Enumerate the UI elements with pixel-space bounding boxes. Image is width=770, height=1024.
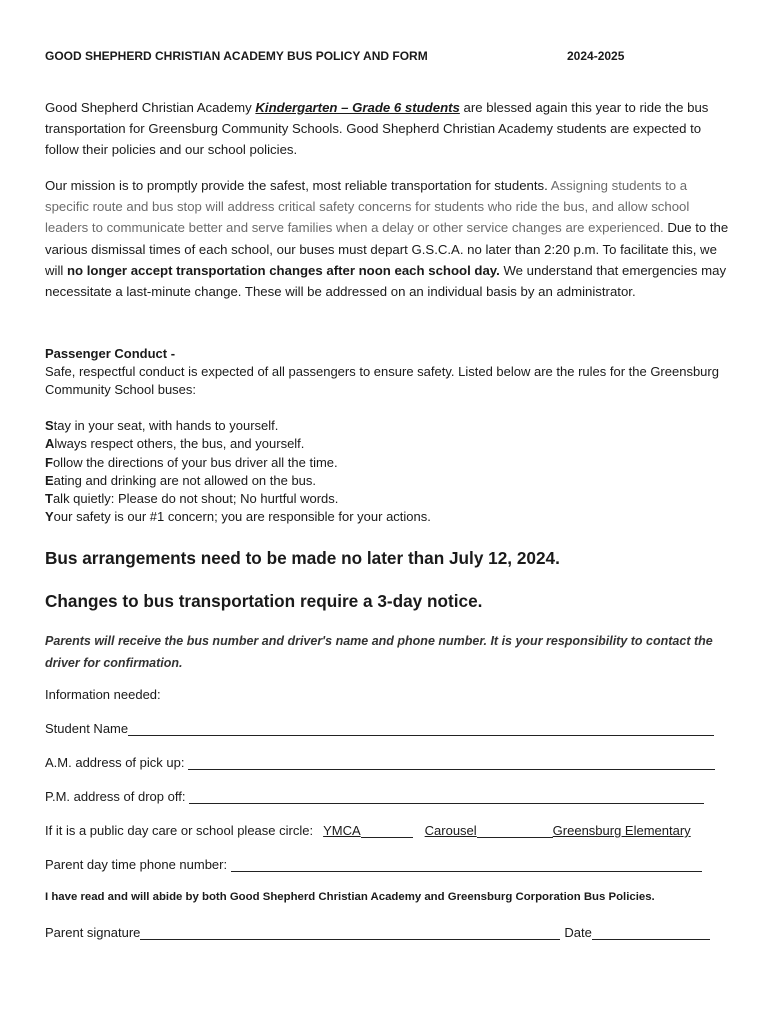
pm-address-field: [45, 789, 704, 804]
policy-agreement-statement: I have read and will abide by both Good Shepherd Christian Academy and Greensburg Corporation Bus Policies.: [45, 891, 655, 903]
parents-note: Parents will receive the bus number and driver's name and phone number. It is your responsibility to contact the driver for confirmation.: [45, 634, 713, 670]
rule-item: Talk quietly: Please do not shout; No hurtful words.: [45, 491, 339, 507]
parent-phone-input-line[interactable]: [231, 857, 702, 872]
option-carousel[interactable]: Carousel: [424, 823, 477, 838]
mission-text-b: Due to the various dismissal times of each school, our buses must depart G.S.C.A. no later than 2:20 p.m. To facilitate this, we will: [45, 220, 729, 278]
noon-cutoff-emphasis: no longer accept transportation changes after noon each school day.: [66, 262, 500, 278]
rule-item: Eating and drinking are not allowed on the bus.: [45, 472, 317, 488]
student-name-label: Student Name: [45, 721, 129, 736]
school-year: 2024-2025: [567, 49, 625, 63]
document-header: [45, 49, 730, 63]
mission-text-grey: Assigning students to a specific route and bus stop will address critical safety concerns for students who ride the bus, and allow school leaders to communicate better and serve families when a delay or other service changes are experienced.: [45, 178, 690, 236]
parent-phone-field: [45, 857, 702, 872]
parent-phone-label: Parent day time phone number:: [45, 857, 228, 872]
pm-address-input-line[interactable]: [189, 789, 704, 804]
date-label: Date: [564, 925, 592, 940]
rule-item: Always respect others, the bus, and yourself.: [45, 436, 305, 452]
intro-text-start: Good Shepherd Christian Academy: [45, 100, 256, 115]
parent-signature-input-line[interactable]: [140, 925, 560, 940]
intro-paragraph: [45, 97, 730, 161]
pm-address-label: P.M. address of drop off:: [45, 789, 186, 804]
daycare-circle-field: [45, 823, 691, 838]
grade-range-emphasis: Kindergarten – Grade 6 students: [255, 100, 460, 115]
info-needed-label: Information needed:: [45, 687, 161, 702]
parent-signature-label: Parent signature: [45, 925, 141, 940]
am-address-label: A.M. address of pick up:: [45, 755, 185, 770]
option-greensburg-elementary[interactable]: Greensburg Elementary: [552, 823, 691, 838]
rule-item: Stay in your seat, with hands to yourself.: [45, 418, 279, 433]
student-name-input-line[interactable]: [128, 721, 714, 736]
conduct-text: Safe, respectful conduct is expected of all passengers to ensure safety. Listed below are the rules for the Greensburg Community School buses:: [45, 364, 719, 397]
am-address-field: [45, 755, 715, 770]
date-input-line[interactable]: [592, 925, 710, 940]
rule-item: Follow the directions of your bus driver all the time.: [45, 454, 338, 470]
mission-text-c: We understand that emergencies may necessitate a last-minute change. These will be addressed on an individual basis by an administrator.: [45, 262, 727, 300]
daycare-prompt-label: If it is a public day care or school please circle:: [45, 823, 314, 838]
mission-text-a: Our mission is to promptly provide the safest, most reliable transportation for students.: [45, 178, 551, 193]
intro-text-end: are blessed again this year to ride the bus transportation for Greensburg Community Schools. Good Shepherd Christian Academy students are expected to follow their policies and our school policies.: [45, 100, 709, 158]
passenger-conduct-section: [45, 345, 730, 399]
bus-rules-list: [45, 417, 730, 527]
am-address-input-line[interactable]: [188, 755, 715, 770]
option-ymca[interactable]: YMCA: [323, 823, 361, 838]
document-title: GOOD SHEPHERD CHRISTIAN ACADEMY BUS POLICY AND FORM: [45, 49, 428, 63]
student-name-field: [45, 721, 714, 736]
option-separator-line: [361, 823, 413, 838]
mission-paragraph: [45, 175, 730, 302]
rule-item: Your safety is our #1 concern; you are responsible for your actions.: [45, 509, 431, 525]
option-separator-line: [477, 823, 553, 838]
deadline-heading: Bus arrangements need to be made no later than July 12, 2024.: [45, 548, 560, 568]
notice-heading: Changes to bus transportation require a 3-day notice.: [45, 591, 483, 611]
signature-date-field: [45, 925, 710, 940]
conduct-heading: Passenger Conduct -: [45, 346, 176, 361]
